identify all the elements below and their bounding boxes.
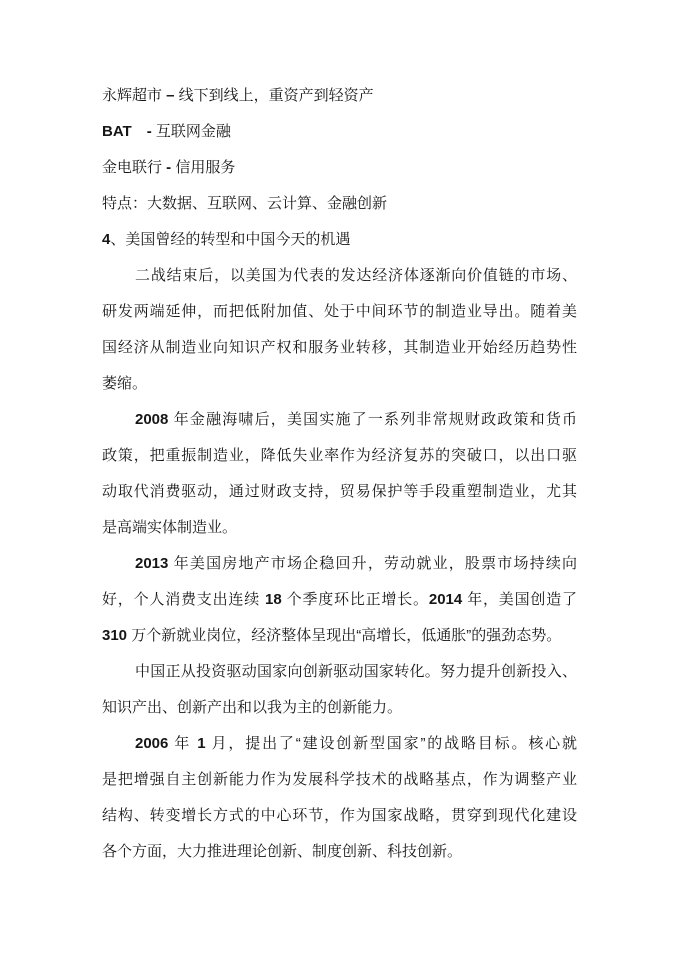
- text-line: 中国正从投资驱动国家向创新驱动国家转化。努力提升创新投入、: [135, 663, 577, 680]
- text-line: 永辉超市 – 线下到线上，重资产到轻资产: [102, 87, 374, 104]
- paragraph-2013: [102, 546, 577, 654]
- section-heading: [102, 222, 577, 258]
- text-line: 4、美国曾经的转型和中国今天的机遇: [102, 231, 351, 248]
- latin-text: -: [166, 159, 172, 176]
- text-line: 知识产出、创新产出和以我为主的创新能力。: [102, 699, 403, 716]
- text-line: 研发两端延伸，而把低附加值、处于中间环节的制造业导出。随着美: [102, 303, 577, 320]
- latin-text: –: [166, 87, 175, 104]
- text-line: 2006 年 1 月，提出了“建设创新型国家”的战略目标。核心就: [135, 735, 577, 752]
- text-line: 二战结束后，以美国为代表的发达经济体逐渐向价值链的市场、: [135, 267, 577, 284]
- bat-line: [102, 114, 577, 150]
- text-line: 各个方面，大力推进理论创新、制度创新、科技创新。: [102, 843, 463, 860]
- text-line: 2013 年美国房地产市场企稳回升，劳动就业，股票市场持续向: [135, 555, 577, 572]
- latin-text: 4: [102, 231, 111, 248]
- latin-text: 2014: [428, 591, 463, 608]
- latin-text: 1: [197, 735, 206, 752]
- text-line: 是把增强自主创新能力作为发展科学技术的战略基点，作为调整产业: [102, 771, 577, 788]
- text-line: 2008 年金融海啸后，美国实施了一系列非常规财政政策和货币: [135, 411, 577, 428]
- document-body: [102, 78, 577, 870]
- paragraph-china: [102, 654, 577, 726]
- text-line: 国经济从制造业向知识产权和服务业转移，其制造业开始经历趋势性: [102, 339, 577, 356]
- text-line: 是高端实体制造业。: [102, 519, 238, 536]
- text-line: 动取代消费驱动，通过财政支持，贸易保护等手段重塑制造业，尤其: [102, 483, 577, 500]
- latin-text: 2013: [135, 555, 169, 572]
- text-line: BAT - 互联网金融: [102, 123, 231, 140]
- paragraph-postwar: [102, 258, 577, 402]
- text-line: 特点：大数据、互联网、云计算、金融创新: [102, 195, 388, 212]
- text-line: 结构、转变增长方式的中心环节，作为国家战略，贯穿到现代化建设: [102, 807, 577, 824]
- paragraph-2008: [102, 402, 577, 546]
- latin-text: 2006: [135, 735, 169, 752]
- text-line: 政策，把重振制造业，降低失业率作为经济复苏的突破口，以出口驱: [102, 447, 577, 464]
- text-line: 萎缩。: [102, 375, 148, 392]
- latin-text: 2008: [135, 411, 169, 428]
- latin-text: 18: [264, 591, 282, 608]
- yonghui-line: [102, 78, 577, 114]
- text-line: 310 万个新就业岗位，经济整体呈现出“高增长，低通胀”的强劲态势。: [102, 627, 562, 644]
- latin-text: BAT: [102, 123, 132, 140]
- jindianlianxing-line: [102, 150, 577, 186]
- latin-text: 310: [102, 627, 128, 644]
- text-line: 好，个人消费支出连续 18 个季度环比正增长。2014 年，美国创造了: [102, 591, 578, 608]
- features-line: [102, 186, 577, 222]
- paragraph-2006: [102, 726, 577, 870]
- latin-text: -: [146, 123, 152, 140]
- text-line: 金电联行 - 信用服务: [102, 159, 236, 176]
